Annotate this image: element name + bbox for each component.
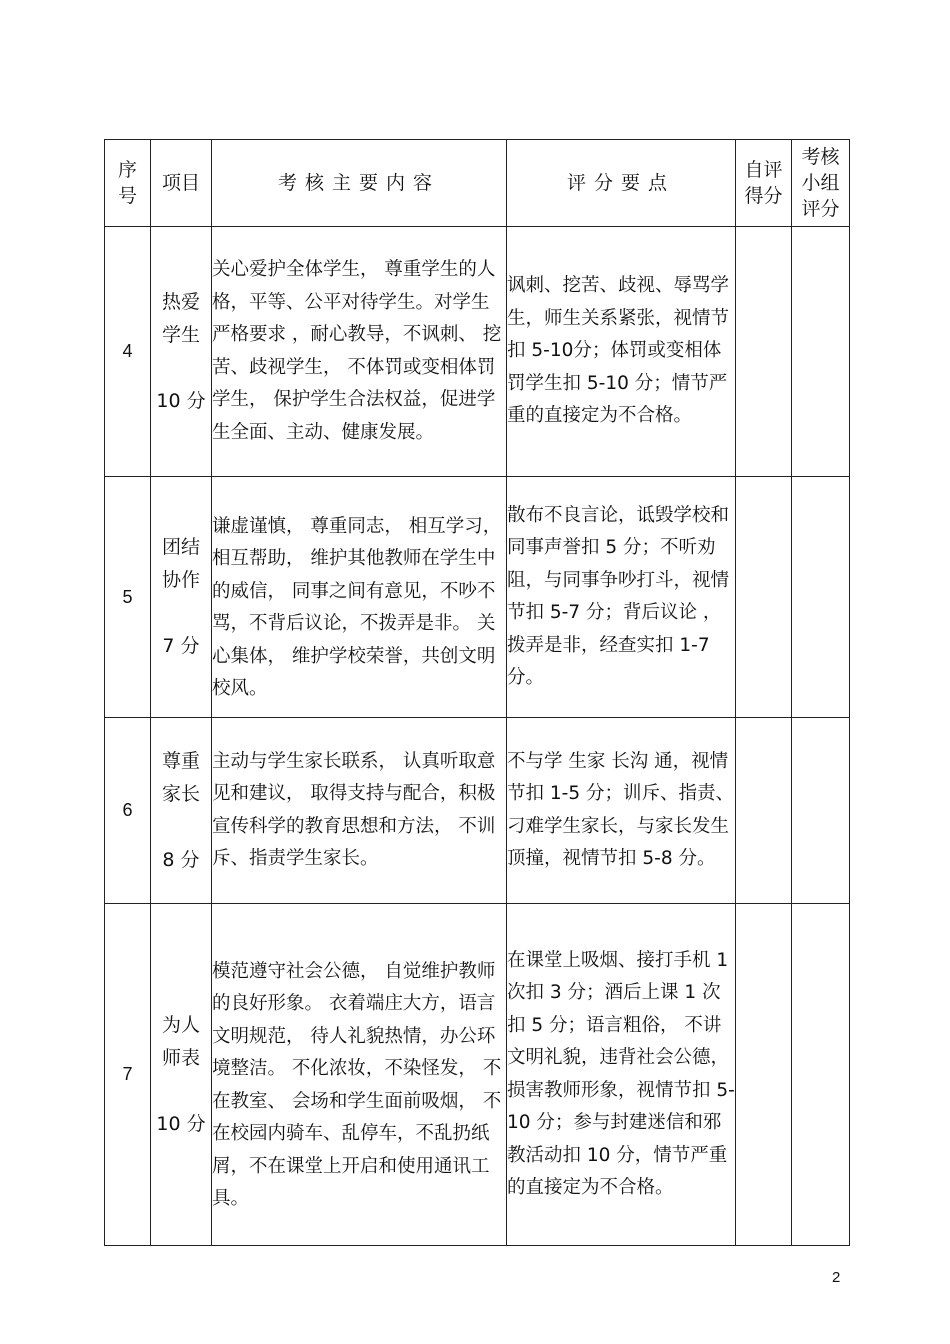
row-self-score: [736, 904, 792, 1246]
row-content: 模范遵守社会公德， 自觉维护教师的良好形象。 衣着端庄大方，语言文明规范， 待人礼貌热情，办公环境整洁。 不化浓妆，不染怪发， 不在教室、 会场和学生面前吸烟， 不在校园内骑车、乱停车，不乱扔纸屑，不在课堂上开启和使用通讯工具。: [212, 904, 507, 1246]
row-item: [151, 477, 212, 718]
evaluation-table: [104, 139, 850, 1246]
item-points: 10 分: [156, 1112, 206, 1135]
row-scoring: 散布不良言论，诋毁学校和同事声誉扣 5 分；不听劝阻，与同事争吵打斗，视情节扣 5-7 分；背后议论 ，拨弄是非，经查实扣 1-7 分。: [507, 477, 736, 718]
row-seq: 5: [105, 477, 151, 718]
row-item: [151, 227, 212, 477]
item-name: 团结协作: [161, 536, 200, 591]
row-item: [151, 718, 212, 904]
row-group-score: [792, 477, 850, 718]
table-row: [105, 904, 850, 1246]
row-content: 关心爱护全体学生， 尊重学生的人格，平等、公平对待学生。对学生严格要求 ，耐心教导，不讽刺、 挖苦、歧视学生， 不体罚或变相体罚学生， 保护学生合法权益，促进学生全面、主动、健康发展。: [212, 227, 507, 477]
row-group-score: [792, 227, 850, 477]
header-scoring: 评分要点: [507, 140, 736, 227]
page-number: 2: [832, 1269, 841, 1286]
row-scoring: 讽刺、挖苦、歧视、辱骂学生，师生关系紧张，视情节扣 5-10分；体罚或变相体罚学生扣 5-10 分；情节严重的直接定为不合格。: [507, 227, 736, 477]
item-name: 为人师表: [161, 1013, 200, 1069]
header-row: [105, 140, 850, 227]
row-seq: 6: [105, 718, 151, 904]
item-name: 热爱学生: [161, 290, 200, 346]
header-item: 项目: [151, 140, 212, 227]
row-group-score: [792, 718, 850, 904]
header-group-score: 考核小组评分: [792, 140, 850, 227]
row-self-score: [736, 477, 792, 718]
item-name: 尊重家长: [161, 749, 200, 805]
header-self-score: 自评得分: [736, 140, 792, 227]
table-row: [105, 718, 850, 904]
row-group-score: [792, 904, 850, 1246]
table-row: [105, 227, 850, 477]
header-seq: 序号: [105, 140, 151, 227]
row-item: [151, 904, 212, 1246]
item-points: 7 分: [162, 635, 200, 657]
row-self-score: [736, 227, 792, 477]
header-content: 考核主要内容: [212, 140, 507, 227]
row-seq: 4: [105, 227, 151, 477]
row-seq: 7: [105, 904, 151, 1246]
row-content: 谦虚谨慎， 尊重同志， 相互学习，相互帮助， 维护其他教师在学生中的威信， 同事之间有意见，不吵不骂，不背后议论，不拨弄是非。 关心集体， 维护学校荣誉，共创文明校风。: [212, 477, 507, 718]
row-scoring: 在课堂上吸烟、接打手机 1 次扣 3 分；酒后上课 1 次扣 5 分；语言粗俗， 不讲文明礼貌，违背社会公德， 损害教师形象，视情节扣 5-10 分；参与封建迷信和邪教活动扣 10 分，情节严重的直接定为不合格。: [507, 904, 736, 1246]
row-self-score: [736, 718, 792, 904]
row-scoring: 不与学 生家 长沟 通，视情节扣 1-5 分；训斥、指责、刁难学生家长，与家长发生顶撞，视情节扣 5-8 分。: [507, 718, 736, 904]
item-points: 10 分: [156, 389, 206, 412]
table-row: [105, 477, 850, 718]
item-points: 8 分: [162, 848, 200, 871]
row-content: 主动与学生家长联系， 认真听取意见和建议， 取得支持与配合，积极宣传科学的教育思想和方法， 不训斥、指责学生家长。: [212, 718, 507, 904]
